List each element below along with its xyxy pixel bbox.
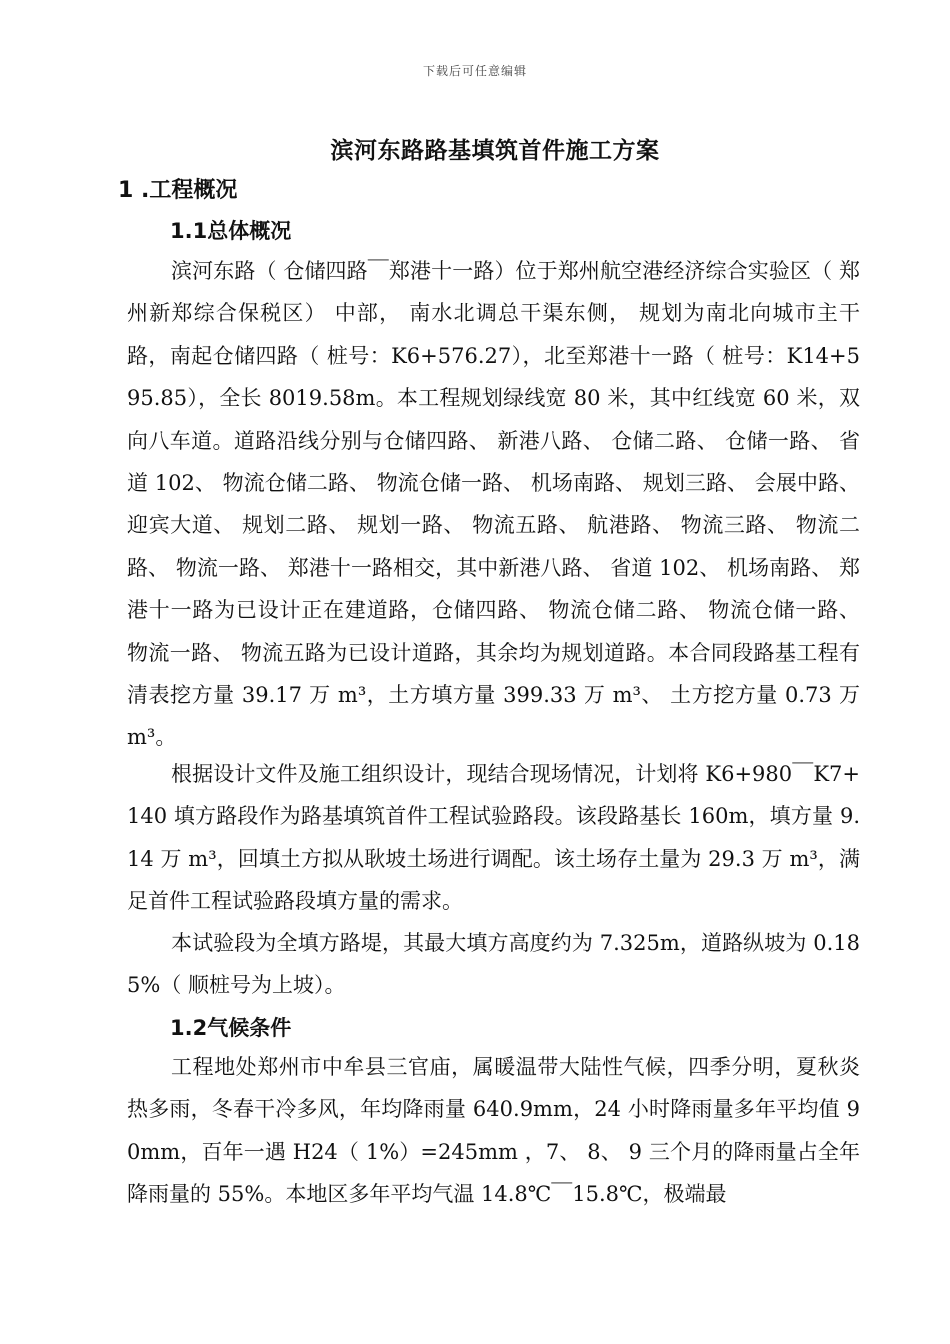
subsection-heading-1-1: 1.1总体概况 (170, 219, 292, 243)
section-heading-1: 1 .工程概况 (118, 178, 238, 203)
paragraph-test-section: 根据设计文件及施工组织设计，现结合现场情况，计划将 K6+980￣K7+140 填方路段作为路基填筑首件工程试验路段。该段路基长 160m，填方量 9.14 万 m³，回填土方拟从耿坡土场进行调配。该土场存土量为 29.3 万 m³，满足首件工程试验路段填方量的需求。 (127, 762, 860, 914)
document-title: 滨河东路路基填筑首件施工方案 (330, 138, 660, 164)
paragraph-embankment: 本试验段为全填方路堤，其最大填方高度约为 7.325m，道路纵坡为 0.185%（ 顺桩号为上坡）。 (127, 931, 860, 998)
paragraph-climate: 工程地处郑州市中牟县三官庙，属暖温带大陆性气候，四季分明，夏秋炎热多雨，冬春干冷多风，年均降雨量 640.9mm，24 小时降雨量多年平均值 90mm，百年一遇 H24（ 1%）=245mm ，7、 8、 9 三个月的降雨量占全年降雨量的 55%。本地区多年平均气温 14.8℃￣15.8℃，极端最 (127, 1055, 860, 1207)
subsection-heading-1-2: 1.2气候条件 (170, 1016, 292, 1040)
paragraph-overview: 滨河东路（ 仓储四路￣郑港十一路）位于郑州航空港经济综合实验区（ 郑州新郑综合保税区） 中部， 南水北调总干渠东侧， 规划为南北向城市主干路，南起仓储四路（ 桩号：K6+576.27），北至郑港十一路（ 桩号：K14+595.85），全长 8019.58m。本工程规划绿线宽 80 米，其中红线宽 60 米，双向八车道。道路沿线分别与仓储四路、 新港八路、 仓储二路、 仓储一路、 省道 102、 物流仓储二路、 物流仓储一路、 机场南路、 规划三路、 会展中路、 迎宾大道、 规划二路、 规划一路、 物流五路、 航港路、 物流三路、 物流二路、 物流一路、 郑港十一路相交，其中新港八路、 省道 102、 机场南路、 郑港十一路为已设计正在建道路，仓储四路、 物流仓储二路、 物流仓储一路、 物流一路、 物流五路为已设计道路，其余均为规划道路。本合同段路基工程有清表挖方量 39.17 万 m³，土方填方量 399.33 万 m³、 土方挖方量 0.73 万 m³。 (127, 259, 860, 750)
page-header-watermark: 下载后可任意编辑 (422, 64, 527, 78)
